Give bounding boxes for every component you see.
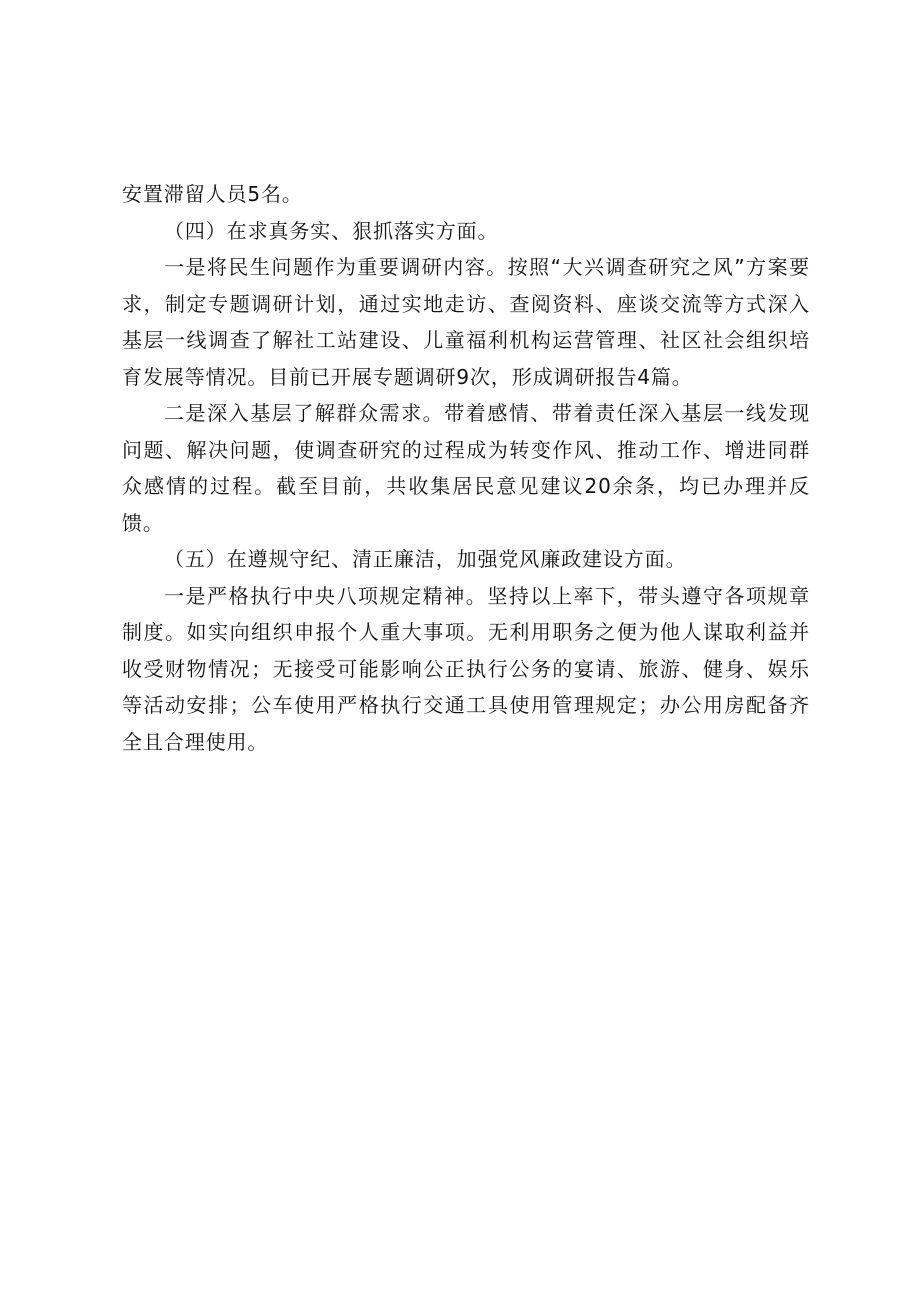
paragraph-research-plan: 一是将民生问题作为重要调研内容。按照“大兴调查研究之风”方案要求，制定专题调研计划，通过实地走访、查阅资料、座谈交流等方式深入基层一线调查了解社工站建设、儿童福利机构运营管理、社区社会组织培育发展等情况。目前已开展专题调研9次，形成调研报告4篇。 — [122, 255, 810, 389]
paragraph-continuation: 安置滞留人员5名。 — [122, 182, 303, 206]
section-heading-four: （四）在求真务实、狠抓落实方面。 — [164, 218, 499, 243]
paragraph-grassroots-needs: 二是深入基层了解群众需求。带着感情、带着责任深入基层一线发现问题、解决问题，使调查研究的过程成为转变作风、推动工作、增进同群众感情的过程。截至目前，共收集居民意见建议20余条，均已办理并反馈。 — [122, 401, 810, 535]
paragraph-eight-rules: 一是严格执行中央八项规定精神。坚持以上率下，带头遵守各项规章制度。如实向组织申报个人重大事项。无利用职务之便为他人谋取利益并收受财物情况；无接受可能影响公正执行公务的宴请、旅游、健身、娱乐等活动安排；公车使用严格执行交通工具使用管理规定；办公用房配备齐全且合理使用。 — [122, 583, 810, 754]
section-heading-five: （五）在遵规守纪、清正廉洁，加强党风廉政建设方面。 — [164, 547, 687, 571]
document-body — [122, 176, 810, 760]
